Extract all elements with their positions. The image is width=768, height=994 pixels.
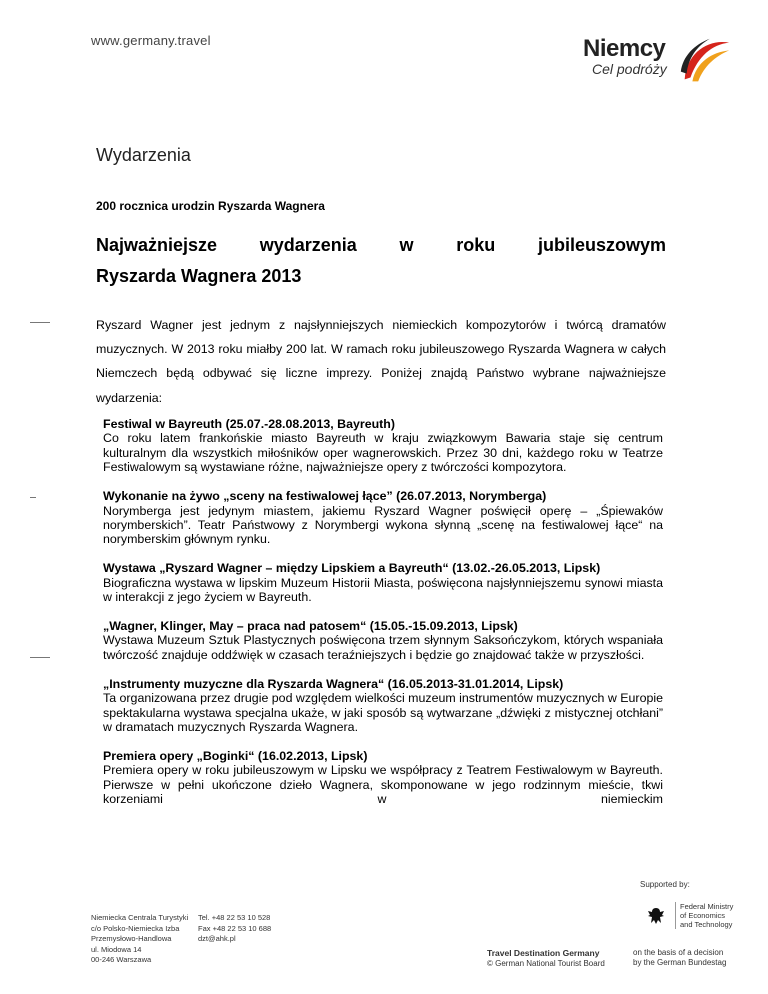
- ministry-line: Federal Ministry: [680, 902, 734, 911]
- fax: Fax +48 22 53 10 688: [198, 923, 272, 933]
- headline-word: w: [399, 235, 414, 255]
- ministry-line: and Technology: [680, 920, 733, 929]
- bundestag-decision: [633, 948, 726, 968]
- supported-by-label: Supported by:: [640, 880, 690, 889]
- section-title: Wydarzenia: [96, 145, 191, 165]
- events-list: [103, 417, 663, 821]
- event-title: „Instrumenty muzyczne dla Ryszarda Wagnera“ (16.05.2013-31.01.2014, Lipsk): [103, 676, 564, 691]
- event-description: Biograficzna wystawa w lipskim Muzeum Historii Miasta, poświęcona najsłynniejszemu synowi miasta w interakcji z jego życiem w Bayreuth.: [103, 575, 663, 605]
- address-line: ul. Miodowa 14: [91, 944, 142, 954]
- ministry-logo: [675, 902, 733, 929]
- email-link[interactable]: dzt@ahk.pl: [198, 934, 236, 943]
- event-title: „Wagner, Klinger, May – praca nad patosem“ (15.05.-15.09.2013, Lipsk): [103, 618, 518, 633]
- event-description: Premiera opery w roku jubileuszowym w Lipsku we współpracy z Teatrem Festiwalowym w Bayreuth. Pierwsze w pełni ukończone dzieło Wagnera, skomponowane w jego rodzinnym mieście, tkwi korzeniami w niemieckim: [103, 763, 663, 807]
- logo-title: Niemcy: [583, 35, 666, 62]
- event-description: Wystawa Muzeum Sztuk Plastycznych poświęcona trzem słynnym Saksończykom, których wspaniała twórczość znajduje oddźwięk w czasach teraźniejszych i będzie go znajdować także w przyszłości.: [103, 633, 663, 662]
- address-line: Przemysłowo-Handlowa: [91, 934, 172, 943]
- address-line: c/o Polsko-Niemiecka Izba: [91, 923, 180, 933]
- event-title: Premiera opery „Boginki“ (16.02.2013, Lipsk): [103, 748, 368, 763]
- headline-word: Najważniejsze: [96, 235, 218, 255]
- footer-contact: [198, 913, 271, 945]
- footer-tdg: [487, 948, 605, 969]
- event-title: Wystawa „Ryszard Wagner – między Lipskiem a Bayreuth“ (13.02.-26.05.2013, Lipsk): [103, 561, 601, 576]
- tdg-subtitle: © German National Tourist Board: [487, 959, 605, 968]
- logo-subtitle: Cel podróży: [592, 61, 667, 77]
- federal-eagle-icon: [645, 905, 667, 927]
- headline-line-2: Ryszarda Wagnera 2013: [96, 266, 302, 286]
- germany-travel-logo: [583, 35, 733, 95]
- event-title: Festiwal w Bayreuth (25.07.-28.08.2013, Bayreuth): [103, 417, 395, 431]
- footer-address: [91, 913, 188, 966]
- swoosh-logo-icon: [675, 33, 733, 91]
- site-url[interactable]: www.germany.travel: [91, 33, 211, 48]
- event-title: Wykonanie na żywo „sceny na festiwalowej łące” (26.07.2013, Norymberga): [103, 489, 547, 504]
- margin-fold-mark: [30, 657, 50, 658]
- intro-paragraph: Ryszard Wagner jest jednym z najsłynniejszych niemieckich kompozytorów i twórcą dramatów muzycznych. W 2013 roku miałby 200 lat. W ramach roku jubileuszowego Ryszarda Wagnera w całych Niemczech będą odbywać się liczne imprezy. Poniżej znajdą Państwo wybrane najważniejsze wydarzenia:: [96, 318, 666, 405]
- headline-word: wydarzenia: [259, 235, 357, 255]
- article-subtitle: 200 rocznica urodzin Ryszarda Wagnera: [96, 199, 325, 213]
- event-item: [103, 749, 663, 807]
- headline-word: jubileuszowym: [537, 235, 666, 255]
- tdg-title: Travel Destination Germany: [487, 948, 600, 958]
- headline: [96, 230, 666, 292]
- ministry-line: of Economics: [680, 911, 726, 920]
- event-description: Co roku latem frankońskie miasto Bayreuth w kraju związkowym Bawaria staje się centrum kulturalnym dla wszystkich miłośników oper wagnerowskich. Przez 30 dni, każdego roku w Teatrze Festiwalowym są wystawiane różne, najważniejsze opery z twórczości kompozytora.: [103, 431, 663, 475]
- event-item: [103, 417, 663, 475]
- address-line: Niemiecka Centrala Turystyki: [91, 913, 189, 922]
- basis-line: on the basis of a decision: [633, 948, 724, 957]
- basis-line: by the German Bundestag: [633, 958, 727, 967]
- headline-word: roku: [456, 235, 496, 255]
- margin-punch-mark: [30, 497, 36, 498]
- event-item: [103, 561, 663, 604]
- event-item: [103, 489, 663, 547]
- margin-fold-mark: [30, 322, 50, 323]
- event-description: Norymberga jest jedynym miastem, jakiemu Ryszard Wagner poświęcił operę – „Śpiewaków norymberskich”. Teatr Państwowy z Norymbergi wykona słynną „scenę na festiwalowej łące“ na norymberskim głównym rynku.: [103, 503, 663, 547]
- event-description: Ta organizowana przez drugie pod względem wielkości muzeum instrumentów muzycznych w Europie spektakularna wystawa specjalna ukaże, w jaki sposób są wytwarzane „dźwięki z mistycznej otchłani” w dramatach muzycznych Ryszarda Wagnera.: [103, 691, 663, 734]
- address-line: 00-246 Warszawa: [91, 955, 152, 964]
- event-item: [103, 677, 663, 735]
- event-item: [103, 619, 663, 662]
- phone: Tel. +48 22 53 10 528: [198, 913, 271, 922]
